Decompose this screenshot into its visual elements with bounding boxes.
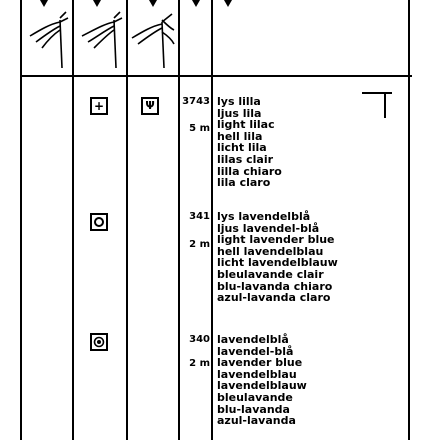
color-name: light lilac	[217, 118, 275, 132]
color-name: hell lavendelblau	[217, 244, 324, 258]
color-name: lavendelblau	[217, 367, 297, 381]
stitch-diagram-icon	[22, 10, 70, 70]
color-name: licht lila	[217, 141, 267, 155]
color-name: licht lavendelblauw	[217, 256, 338, 270]
bracket-mark	[362, 92, 392, 94]
amount: 2 m	[189, 239, 210, 250]
amount: 5 m	[189, 123, 210, 134]
color-name: ljus lila	[217, 106, 262, 120]
circle-box-icon	[90, 213, 108, 231]
bracket-mark	[384, 92, 386, 118]
column-divider	[408, 0, 410, 440]
color-name: azul-lavanda claro	[217, 291, 331, 305]
color-name: lavendelblå	[217, 333, 289, 346]
stitch-diagram-icon	[76, 10, 124, 70]
column-divider	[72, 0, 74, 440]
color-name: azul-lavanda	[217, 414, 296, 428]
arrow-down-icon	[224, 0, 232, 7]
color-names-list	[217, 334, 307, 427]
color-name: blu-lavanda chiaro	[217, 279, 333, 293]
color-names-list	[217, 96, 282, 189]
color-name: lys lavendelblå	[217, 210, 311, 223]
color-name: lavender blue	[217, 356, 303, 370]
color-code: 340	[189, 334, 210, 345]
plus-box-icon: +	[90, 97, 108, 115]
color-name: lila claro	[217, 176, 271, 190]
arrow-down-icon	[192, 0, 200, 7]
psi-box-icon: Ψ	[141, 97, 159, 115]
color-name: ljus lavendel-blå	[217, 221, 320, 235]
color-code: 3743	[182, 96, 210, 107]
color-code: 341	[189, 211, 210, 222]
color-name: lavendelblauw	[217, 379, 307, 393]
column-divider	[211, 0, 213, 440]
amount: 2 m	[189, 358, 210, 369]
color-name: bleulavande	[217, 390, 293, 404]
color-name: blu-lavanda	[217, 402, 290, 416]
arrow-down-icon	[149, 0, 157, 7]
color-names-list	[217, 211, 338, 304]
color-name: light lavender blue	[217, 233, 335, 247]
color-name: lys lilla	[217, 95, 261, 108]
color-name: hell lila	[217, 129, 263, 143]
arrow-down-icon	[40, 0, 48, 7]
color-name: lilas clair	[217, 152, 274, 166]
stitch-diagram-icon	[128, 10, 176, 70]
arrow-down-icon	[93, 0, 101, 7]
color-name: bleulavande clair	[217, 267, 324, 281]
flower-box-icon	[90, 333, 108, 351]
row-divider	[20, 75, 412, 77]
color-name: lavendel-blå	[217, 344, 294, 358]
color-name: lilla chiaro	[217, 164, 282, 178]
